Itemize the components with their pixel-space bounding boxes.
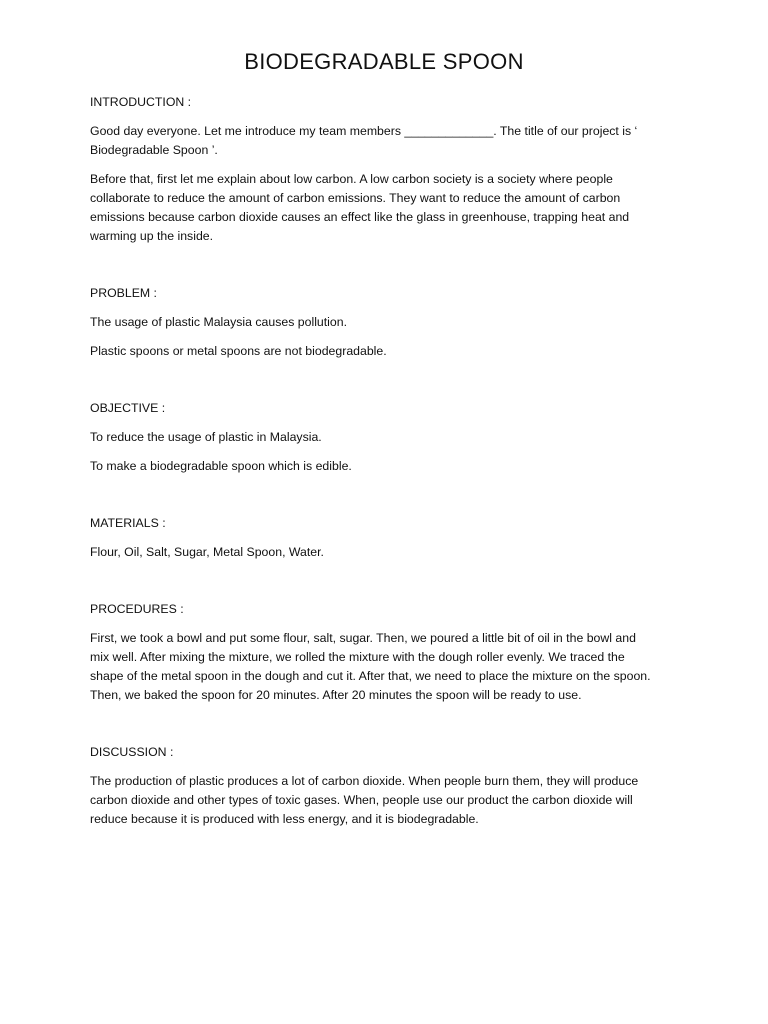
procedures-paragraph-line: First, we took a bowl and put some flour, salt, sugar. Then, we poured a little bit of oil in the bowl and: [90, 631, 636, 645]
procedures-section: [90, 600, 690, 705]
document-title: BIODEGRADABLE SPOON: [244, 49, 524, 74]
procedures-paragraph-line: mix well. After mixing the mixture, we rolled the mixture with the dough roller evenly. We traced the: [90, 650, 625, 664]
introduction-section: [90, 93, 690, 246]
materials-heading: MATERIALS :: [90, 516, 166, 530]
discussion-paragraph-line: The production of plastic produces a lot of carbon dioxide. When people burn them, they will produce: [90, 774, 639, 788]
discussion-paragraph-line: carbon dioxide and other types of toxic gases. When, people use our product the carbon dioxide will: [90, 793, 633, 807]
materials-section: [90, 514, 690, 562]
objective-heading: OBJECTIVE :: [90, 401, 166, 415]
introduction-paragraph-line: warming up the inside.: [90, 229, 214, 243]
problem-heading: PROBLEM :: [90, 286, 157, 300]
problem-item: Plastic spoons or metal spoons are not biodegradable.: [90, 344, 387, 358]
discussion-paragraph-line: reduce because it is produced with less energy, and it is biodegradable.: [90, 812, 479, 826]
objective-section: [90, 399, 690, 476]
introduction-paragraph-line: Before that, first let me explain about low carbon. A low carbon society is a society where people: [90, 172, 613, 186]
objective-item: To reduce the usage of plastic in Malaysia.: [90, 430, 322, 444]
problem-item: The usage of plastic Malaysia causes pollution.: [90, 315, 348, 329]
materials-list: Flour, Oil, Salt, Sugar, Metal Spoon, Water.: [90, 545, 324, 559]
document-body: [90, 93, 690, 829]
discussion-section: [90, 743, 690, 829]
procedures-heading: PROCEDURES :: [90, 602, 184, 616]
procedures-paragraph-line: shape of the metal spoon in the dough and cut it. After that, we need to place the mixture on the spoon.: [90, 669, 651, 683]
discussion-heading: DISCUSSION :: [90, 745, 174, 759]
introduction-paragraph-line: emissions because carbon dioxide causes an effect like the glass in greenhouse, trapping heat and: [90, 210, 630, 224]
problem-section: [90, 284, 690, 361]
objective-item: To make a biodegradable spoon which is edible.: [90, 459, 352, 473]
introduction-paragraph-line: Good day everyone. Let me introduce my team members _____________. The title of our project is ‘: [90, 124, 638, 138]
introduction-paragraph-line: Biodegradable Spoon ’.: [90, 143, 218, 157]
introduction-paragraph-line: collaborate to reduce the amount of carbon emissions. They want to reduce the amount of carbon: [90, 191, 621, 205]
procedures-paragraph-line: Then, we baked the spoon for 20 minutes. After 20 minutes the spoon will be ready to use.: [90, 688, 582, 702]
introduction-heading: INTRODUCTION :: [90, 95, 192, 109]
